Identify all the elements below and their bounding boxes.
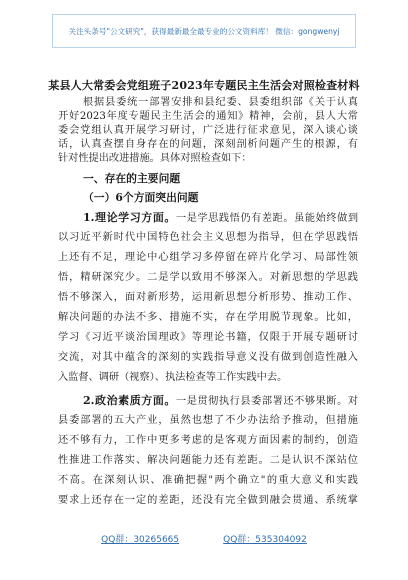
header-text: 关注头条号"公文研究"，获得最新最全最专业的公文资料库！ 微信：gongwenyj — [68, 26, 340, 36]
item1-line: 悟，精研深究少。二是学以致用不够深入。对新思想的学思践 — [58, 272, 358, 283]
header-banner — [52, 14, 356, 48]
item1-line: 悟不够深入，面对新形势，运用新思想分析形势、推动工作、 — [58, 292, 358, 303]
footer — [0, 532, 408, 545]
document-title: 某县人大常委会党组班子2023年专题民主生活会对照检查材料 — [48, 79, 360, 92]
item1-heading: 1.理论学习方面。 — [83, 211, 176, 224]
item1-line: 学习《习近平谈治国理政》等理论书籍，仅限于开展专题研讨 — [58, 332, 358, 343]
item1-first-line — [83, 211, 358, 226]
item2-line: 性推进工作落实、解决问题能力还有差距。二是认识不深站位 — [58, 455, 358, 466]
item2-first-text: 一是贯彻执行县委部署还不够果断。对 — [175, 396, 359, 407]
intro-line: 委会党组认真开展学习研讨，广泛进行征求意见，深入谈心谈 — [58, 125, 358, 136]
intro-line: 开好2023年度专题民主生活会的通知》精神，会前，县人大常 — [58, 111, 358, 122]
qq-group-link-1[interactable]: QQ群：30265665 — [101, 535, 180, 545]
item2-first-line — [83, 394, 358, 409]
intro-line: 话，认真查摆自身存在的问题，深刻剖析问题产生的根源，有 — [58, 139, 358, 150]
item1-line: 解决问题的办法不多、措施不实，存在学用脱节现象。比如， — [58, 312, 358, 323]
item2-line: 县委部署的五大产业，虽然也想了不少办法给予推动，但措施 — [58, 415, 358, 426]
item2-line: 要求上还存在一定的差距，还没有完全做到融会贯通、系统掌 — [58, 495, 358, 506]
item2-heading: 2.政治素质方面。 — [83, 394, 176, 407]
intro-line: 根据县委统一部署安排和县纪委、县委组织部《关于认真 — [83, 97, 358, 108]
intro-line: 针对性提出改进措施。具体对照检查如下： — [58, 153, 252, 164]
item1-line: 交流，对其中蕴含的深刻的实践指导意义没有做到创造性融入 — [58, 352, 358, 363]
item1-line: 以习近平新时代中国特色社会主义思想为指导，但在学思践悟 — [58, 232, 358, 243]
subsection-heading: （一）6个方面突出问题 — [83, 191, 199, 204]
item2-line: 不高。在深刻认识、准确把握"两个确立"的重大意义和实践 — [58, 475, 358, 486]
item1-line: 入监督、调研（视察）、执法检查等工作实践中去。 — [58, 372, 288, 383]
item2-line: 还不够有力，工作中更多考虑的是客观方面因素的制约，创造 — [58, 435, 358, 446]
section-heading: 一、存在的主要问题 — [83, 172, 181, 185]
item1-line: 上还有不足，理论中心组学习多停留在碎片化学习、局部性领 — [58, 252, 358, 263]
qq-group-link-2[interactable]: QQ群：535304092 — [223, 535, 307, 545]
item1-first-text: 一是学思践悟仍有差距。虽能始终做到 — [175, 213, 359, 224]
